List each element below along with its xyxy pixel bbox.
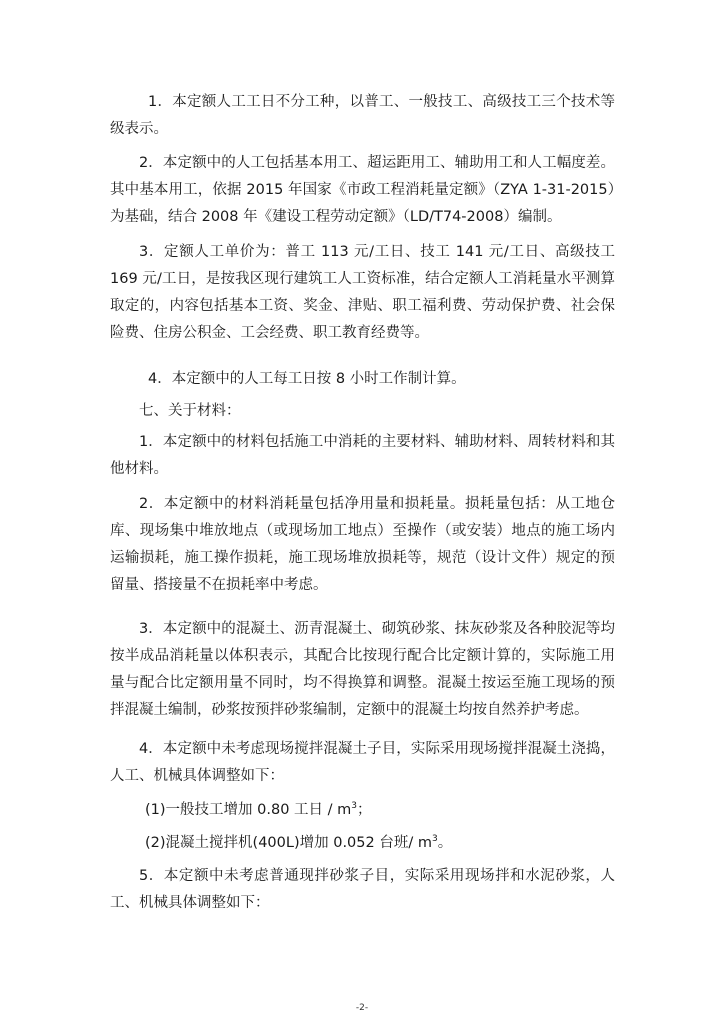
adjustment-item-2 <box>145 830 452 857</box>
material-paragraph-2: 2．本定额中的材料消耗量包括净用量和损耗量。损耗量包括：从工地仓库、现场集中堆放地点（或现场加工地点）至操作（或安装）地点的施工场内运输损耗，施工操作损耗，施工现场堆放损耗等，规范（设计文件）规定的预留量、搭接量不在损耗率中考虑。 <box>110 496 615 593</box>
labor-paragraph-1: 1．本定额人工工日不分工种，以普工、一般技工、高级技工三个技术等级表示。 <box>110 94 615 137</box>
adjustment-item-1 <box>145 797 372 824</box>
adjustment-item-2-sup: 3 <box>431 834 438 845</box>
material-paragraph-3: 3．本定额中的混凝土、沥青混凝土、砌筑砂浆、抹灰砂浆及各种胶泥等均按半成品消耗量以体积表示，其配合比按现行配合比定额计算的，实际施工用量与配合比定额用量不同时，均不得换算和调整。混凝土按运至施工现场的预拌混凝土编制，砂浆按预拌砂浆编制，定额中的混凝土均按自然养护考虑。 <box>110 621 615 718</box>
adjustment-item-1-text: (1)一般技工增加 0.80 工日 / m <box>145 802 352 818</box>
labor-paragraph-3: 3．定额人工单价为：普工 113 元/工日、技工 141 元/工日、高级技工 169 元/工日，是按我区现行建筑工人工资标准，结合定额人工消耗量水平测算取定的，内容包括基本工资、奖金、津贴、职工福利费、劳动保护费、社会保险费、住房公积金、工会经费、职工教育经费等。 <box>110 244 615 341</box>
adjustment-item-2-text: (2)混凝土搅拌机(400L)增加 0.052 台班/ m <box>145 835 432 851</box>
page-number: -2- <box>355 1003 369 1013</box>
labor-paragraph-2: 2．本定额中的人工包括基本用工、超运距用工、辅助用工和人工幅度差。其中基本用工，依据 2015 年国家《市政工程消耗量定额》（ZYA 1-31-2015）为基础，结合 2008 年《建设工程劳动定额》（LD/T74-2008）编制。 <box>110 155 615 225</box>
material-paragraph-1: 1．本定额中的材料包括施工中消耗的主要材料、辅助材料、周转材料和其他材料。 <box>110 434 615 477</box>
material-paragraph-4: 4．本定额中未考虑现场搅拌混凝土子目，实际采用现场搅拌混凝土浇捣，人工、机械具体调整如下： <box>110 741 615 784</box>
material-paragraph-5: 5．本定额中未考虑普通现拌砂浆子目，实际采用现场拌和水泥砂浆，人工、机械具体调整如下： <box>110 868 615 911</box>
adjustment-item-2-end: 。 <box>437 835 453 851</box>
adjustment-item-1-end: ； <box>357 802 372 818</box>
labor-paragraph-4: 4．本定额中的人工每工日按 8 小时工作制计算。 <box>148 371 466 387</box>
adjustment-item-1-sup: 3 <box>351 801 358 812</box>
section-heading-materials: 七、关于材料： <box>139 403 241 419</box>
